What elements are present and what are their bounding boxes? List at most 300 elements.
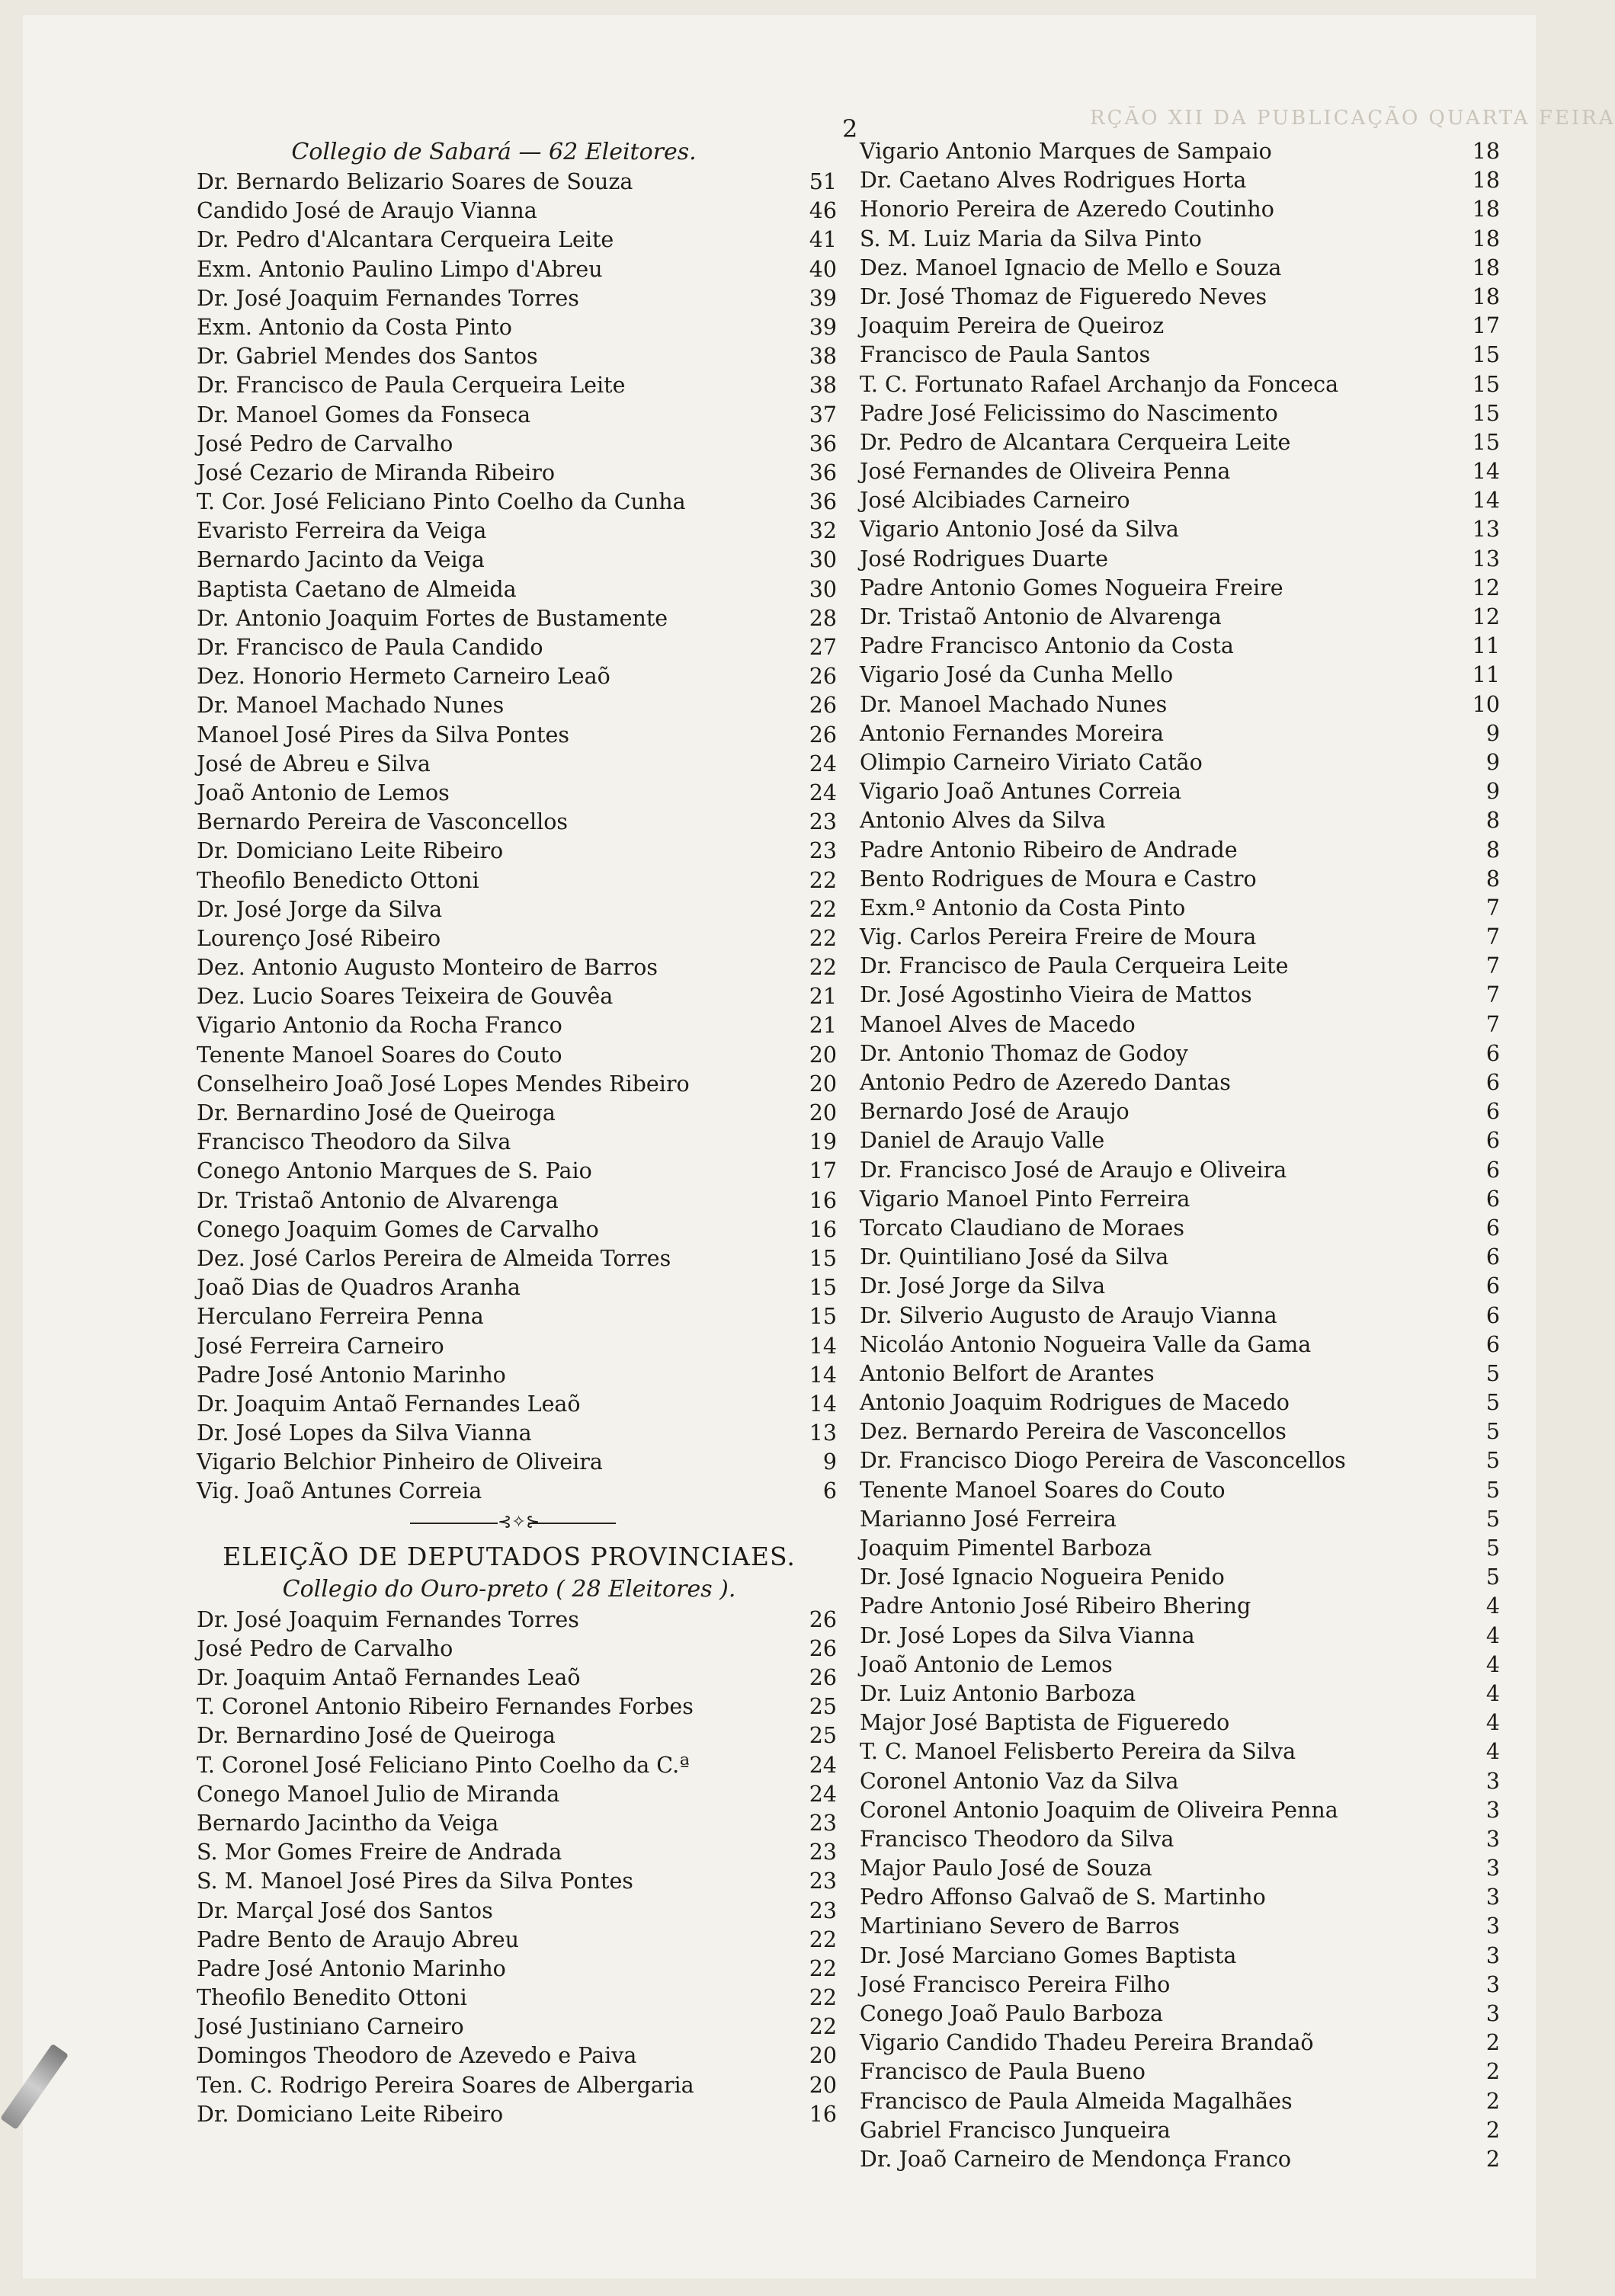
vote-row [860, 1126, 1500, 1155]
vote-count: 6 [1485, 1215, 1500, 1241]
candidate-name: Dr. Manoel Machado Nunes [860, 691, 1168, 717]
candidate-name: Theofilo Benedito Ottoni [197, 1985, 467, 2011]
vote-count: 23 [809, 838, 837, 864]
vote-row [860, 1214, 1500, 1243]
vote-row [860, 1912, 1500, 1941]
vote-row [197, 1721, 837, 1750]
candidate-name: Dr. Gabriel Mendes dos Santos [197, 344, 538, 370]
candidate-name: Vigario Manoel Pinto Ferreira [860, 1186, 1190, 1212]
candidate-name: Vig. Carlos Pereira Freire de Moura [860, 924, 1257, 950]
vote-count: 7 [1485, 895, 1500, 921]
vote-row [197, 459, 837, 488]
candidate-name: Joaõ Antonio de Lemos [860, 1651, 1113, 1677]
vote-row [860, 399, 1500, 428]
vote-count: 36 [809, 460, 837, 485]
vote-row [197, 1041, 837, 1070]
vote-row [860, 1883, 1500, 1912]
candidate-name: T. C. Fortunato Rafael Archanjo da Fonceca [860, 371, 1339, 397]
vote-count: 6 [1485, 1099, 1500, 1125]
vote-row [860, 137, 1500, 166]
candidate-name: T. Coronel Antonio Ribeiro Fernandes Forbes [197, 1694, 694, 1720]
candidate-name: Dez. Manoel Ignacio de Mello e Souza [860, 255, 1282, 280]
candidate-name: Dr. Marçal José dos Santos [197, 1897, 493, 1923]
vote-row [197, 2013, 837, 2041]
vote-count: 2 [1485, 2059, 1500, 2085]
vote-count: 15 [1472, 342, 1500, 368]
vote-row [197, 1302, 837, 1331]
candidate-name: Tenente Manoel Soares do Couto [197, 1042, 562, 1068]
vote-count: 46 [809, 198, 837, 224]
candidate-name: Dr. Domiciano Leite Ribeiro [197, 838, 504, 864]
vote-row [197, 1635, 837, 1664]
vote-count: 15 [809, 1304, 837, 1330]
vote-count: 15 [809, 1245, 837, 1271]
candidate-name: Padre Antonio José Ribeiro Bhering [860, 1593, 1251, 1619]
bleed-through-text: RÇÃO XII DA PUBLICAÇÃO QUARTA FEIRA [1090, 107, 1615, 130]
vote-row [197, 721, 837, 750]
vote-row [197, 924, 837, 953]
candidate-name: Herculano Ferreira Penna [197, 1304, 484, 1330]
candidate-name: Vigario Antonio Marques de Sampaio [860, 139, 1272, 164]
candidate-name: Francisco Theodoro da Silva [197, 1129, 511, 1155]
vote-row [860, 836, 1500, 865]
vote-count: 21 [809, 984, 837, 1010]
vote-row [197, 1070, 837, 1099]
candidate-name: Honorio Pereira de Azeredo Coutinho [860, 197, 1274, 223]
candidate-name: Conselheiro Joaõ José Lopes Mendes Ribeiro [197, 1071, 690, 1097]
candidate-name: Dr. Pedro de Alcantara Cerqueira Leite [860, 429, 1291, 455]
candidate-name: Antonio Belfort de Arantes [860, 1360, 1155, 1386]
sabara-college-header: Collegio de Sabará — 62 Eleitores. [291, 139, 697, 165]
vote-count: 18 [1472, 283, 1500, 309]
vote-row [197, 2100, 837, 2129]
vote-row [197, 1984, 837, 2013]
vote-count: 15 [1472, 429, 1500, 455]
candidate-name: Conego Joaõ Paulo Barboza [860, 2001, 1163, 2026]
vote-count: 15 [809, 1275, 837, 1301]
vote-count: 4 [1485, 1651, 1500, 1677]
vote-row [197, 2041, 837, 2070]
candidate-name: Ten. C. Rodrigo Pereira Soares de Albergaria [197, 2072, 694, 2098]
candidate-name: Bento Rodrigues de Moura e Castro [860, 866, 1257, 892]
vote-row [860, 515, 1500, 544]
candidate-name: Francisco de Paula Bueno [860, 2059, 1146, 2085]
vote-row [860, 748, 1500, 777]
candidate-name: T. Cor. José Feliciano Pinto Coelho da Cunha [197, 489, 686, 515]
vote-row [860, 2029, 1500, 2057]
candidate-name: T. Coronel José Feliciano Pinto Coelho da C.ª [197, 1752, 690, 1778]
vote-count: 23 [809, 1897, 837, 1923]
vote-count: 7 [1485, 924, 1500, 950]
vote-count: 3 [1485, 2001, 1500, 2026]
vote-row [197, 1955, 837, 1984]
vote-row [860, 1534, 1500, 1563]
vote-count: 5 [1485, 1477, 1500, 1503]
vote-count: 39 [809, 285, 837, 311]
vote-row [860, 952, 1500, 981]
candidate-name: Vigario José da Cunha Mello [860, 662, 1174, 688]
vote-count: 5 [1485, 1564, 1500, 1590]
vote-row [860, 2087, 1500, 2116]
vote-row [197, 982, 837, 1011]
vote-count: 22 [809, 955, 837, 981]
candidate-name: Dr. José Marciano Gomes Baptista [860, 1942, 1237, 1968]
vote-count: 10 [1472, 691, 1500, 717]
vote-row [197, 633, 837, 662]
vote-row [197, 1606, 837, 1635]
vote-count: 7 [1485, 982, 1500, 1008]
vote-row [860, 166, 1500, 195]
vote-row [860, 1272, 1500, 1301]
vote-row [860, 225, 1500, 254]
candidate-name: Dr. Silverio Augusto de Araujo Vianna [860, 1302, 1277, 1328]
vote-row [860, 690, 1500, 719]
vote-count: 4 [1485, 1622, 1500, 1648]
vote-row [197, 1926, 837, 1955]
candidate-name: Martiniano Severo de Barros [860, 1913, 1180, 1939]
vote-count: 8 [1485, 866, 1500, 892]
vote-count: 16 [809, 2101, 837, 2127]
candidate-name: Dez. Honorio Hermeto Carneiro Leaõ [197, 664, 610, 690]
candidate-name: Dr. Pedro d'Alcantara Cerqueira Leite [197, 227, 614, 253]
vote-count: 25 [809, 1723, 837, 1749]
vote-count: 11 [1472, 633, 1500, 659]
vote-count: 6 [1485, 1070, 1500, 1095]
vote-row [197, 1390, 837, 1419]
vote-count: 22 [809, 925, 837, 951]
candidate-name: Joaquim Pimentel Barboza [860, 1535, 1152, 1561]
vote-row [860, 865, 1500, 894]
vote-count: 22 [809, 896, 837, 922]
vote-count: 2 [1485, 2030, 1500, 2056]
vote-count: 18 [1472, 255, 1500, 280]
candidate-name: José Rodrigues Duarte [860, 546, 1109, 572]
left-column [197, 137, 837, 2129]
vote-count: 15 [1472, 400, 1500, 426]
vote-row [197, 1751, 837, 1780]
vote-count: 3 [1485, 1885, 1500, 1910]
vote-row [860, 1185, 1500, 1214]
candidate-name: Joaquim Pereira de Queiroz [860, 313, 1165, 339]
vote-row [197, 2071, 837, 2100]
vote-row [197, 342, 837, 371]
candidate-name: Antonio Pedro de Azeredo Dantas [860, 1070, 1231, 1095]
vote-row [197, 1692, 837, 1721]
vote-row [197, 1664, 837, 1692]
vote-row [860, 1708, 1500, 1737]
vote-count: 24 [809, 780, 837, 805]
vote-count: 5 [1485, 1360, 1500, 1386]
vote-count: 23 [809, 1840, 837, 1865]
candidate-name: Nicoláo Antonio Nogueira Valle da Gama [860, 1331, 1312, 1357]
vote-row [197, 1157, 837, 1186]
vote-row [860, 486, 1500, 515]
candidate-name: Lourenço José Ribeiro [197, 925, 441, 951]
candidate-name: Dez. Bernardo Pereira de Vasconcellos [860, 1419, 1287, 1445]
vote-count: 24 [809, 1781, 837, 1807]
vote-count: 18 [1472, 226, 1500, 251]
vote-count: 9 [1485, 779, 1500, 805]
vote-count: 16 [809, 1187, 837, 1213]
vote-count: 4 [1485, 1739, 1500, 1765]
vote-row [860, 2145, 1500, 2174]
vote-count: 22 [809, 1955, 837, 1981]
candidate-name: Conego Joaquim Gomes de Carvalho [197, 1216, 599, 1242]
vote-row [860, 1039, 1500, 1068]
vote-row [860, 632, 1500, 661]
vote-row [860, 1302, 1500, 1331]
candidate-name: Major José Baptista de Figueredo [860, 1710, 1230, 1736]
candidate-name: Dr. Bernardino José de Queiroga [197, 1100, 556, 1126]
vote-row [860, 1737, 1500, 1766]
section-separator [197, 1507, 837, 1540]
candidate-name: Candido José de Araujo Vianna [197, 198, 537, 224]
vote-count: 23 [809, 809, 837, 835]
candidate-name: Exm.º Antonio da Costa Pinto [860, 895, 1186, 921]
vote-count: 4 [1485, 1680, 1500, 1706]
candidate-name: Padre Francisco Antonio da Costa [860, 633, 1234, 659]
vote-count: 6 [1485, 1273, 1500, 1299]
vote-count: 30 [809, 576, 837, 602]
candidate-name: Dr. Domiciano Leite Ribeiro [197, 2101, 504, 2127]
vote-row [197, 1809, 837, 1838]
vote-count: 26 [809, 1665, 837, 1690]
vote-row [860, 923, 1500, 952]
vote-count: 11 [1472, 662, 1500, 688]
candidate-name: Olimpio Carneiro Viriato Catão [860, 749, 1203, 775]
vote-count: 14 [809, 1362, 837, 1388]
vote-row [860, 1156, 1500, 1185]
vote-row [860, 894, 1500, 923]
vote-count: 12 [1472, 604, 1500, 629]
vote-count: 20 [809, 2072, 837, 2098]
vote-count: 22 [809, 1926, 837, 1952]
vote-count: 8 [1485, 837, 1500, 863]
candidate-name: Vigario Candido Thadeu Pereira Brandaõ [860, 2030, 1314, 2056]
vote-row [860, 719, 1500, 748]
candidate-name: Dr. Caetano Alves Rodrigues Horta [860, 168, 1247, 194]
vote-count: 20 [809, 1071, 837, 1097]
continued-vote-list [860, 137, 1500, 2174]
vote-count: 40 [809, 256, 837, 282]
ouro-preto-vote-list [197, 1606, 837, 2129]
candidate-name: Dez. Lucio Soares Teixeira de Gouvêa [197, 984, 614, 1010]
vote-count: 28 [809, 605, 837, 631]
vote-row [197, 371, 837, 400]
candidate-name: José de Abreu e Silva [197, 751, 431, 777]
vote-count: 26 [809, 1606, 837, 1632]
vote-count: 26 [809, 664, 837, 690]
vote-count: 4 [1485, 1710, 1500, 1736]
candidate-name: Antonio Fernandes Moreira [860, 720, 1164, 746]
vote-row [197, 1099, 837, 1128]
vote-row [197, 1780, 837, 1809]
candidate-name: Dr. José Joaquim Fernandes Torres [197, 285, 579, 311]
vote-row [860, 1825, 1500, 1854]
vote-row [197, 691, 837, 720]
vote-count: 3 [1485, 1942, 1500, 1968]
vote-count: 9 [1485, 720, 1500, 746]
vote-row [197, 1186, 837, 1215]
vote-row [197, 430, 837, 459]
candidate-name: Dr. José Jorge da Silva [197, 896, 443, 922]
candidate-name: Exm. Antonio da Costa Pinto [197, 314, 512, 340]
candidate-name: Dr. Tristaõ Antonio de Alvarenga [197, 1187, 559, 1213]
vote-row [197, 1419, 837, 1448]
candidate-name: Dr. José Lopes da Silva Vianna [197, 1420, 532, 1446]
vote-count: 27 [809, 635, 837, 660]
candidate-name: Dr. Bernardo Belizario Soares de Souza [197, 169, 633, 194]
vote-count: 38 [809, 373, 837, 399]
candidate-name: Dr. Joaõ Carneiro de Mendonça Franco [860, 2146, 1292, 2172]
candidate-name: Bernardo Jacinto da Veiga [197, 547, 485, 573]
vote-count: 22 [809, 1985, 837, 2011]
vote-count: 5 [1485, 1506, 1500, 1532]
candidate-name: Coronel Antonio Joaquim de Oliveira Penna [860, 1797, 1338, 1823]
vote-row [197, 1361, 837, 1390]
candidate-name: Dr. Antonio Joaquim Fortes de Bustamente [197, 605, 668, 631]
vote-row [860, 806, 1500, 835]
vote-row [197, 1273, 837, 1302]
candidate-name: Dez. Antonio Augusto Monteiro de Barros [197, 955, 658, 981]
vote-row [860, 1417, 1500, 1446]
candidate-name: Gabriel Francisco Junqueira [860, 2117, 1171, 2143]
vote-row [860, 1622, 1500, 1651]
candidate-name: Dr. José Lopes da Silva Vianna [860, 1622, 1195, 1648]
vote-row [197, 401, 837, 430]
vote-count: 4 [1485, 1593, 1500, 1619]
candidate-name: Dr. Bernardino José de Queiroga [197, 1723, 556, 1749]
vote-count: 18 [1472, 139, 1500, 164]
candidate-name: Dez. José Carlos Pereira de Almeida Torres [197, 1245, 671, 1271]
candidate-name: Dr. Antonio Thomaz de Godoy [860, 1040, 1188, 1066]
candidate-name: Torcato Claudiano de Moraes [860, 1215, 1185, 1241]
candidate-name: Coronel Antonio Vaz da Silva [860, 1768, 1179, 1794]
candidate-name: José Fernandes de Oliveira Penna [860, 459, 1231, 485]
candidate-name: José Ferreira Carneiro [197, 1333, 444, 1359]
vote-row [197, 1215, 837, 1244]
vote-row [197, 604, 837, 633]
vote-count: 51 [809, 169, 837, 194]
vote-row [860, 254, 1500, 283]
vote-count: 18 [1472, 197, 1500, 223]
candidate-name: Exm. Antonio Paulino Limpo d'Abreu [197, 256, 603, 282]
vote-row [197, 546, 837, 575]
candidate-name: Dr. Francisco Diogo Pereira de Vasconcellos [860, 1448, 1346, 1474]
vote-count: 6 [1485, 1302, 1500, 1328]
vote-count: 13 [1472, 517, 1500, 543]
vote-row [860, 603, 1500, 632]
vote-count: 23 [809, 1810, 837, 1836]
vote-count: 3 [1485, 1913, 1500, 1939]
candidate-name: José Alcibiades Carneiro [860, 488, 1130, 514]
sabara-vote-list [197, 168, 837, 1507]
candidate-name: Padre José Antonio Marinho [197, 1362, 506, 1388]
vote-row [197, 255, 837, 284]
candidate-name: Vigario Joaõ Antunes Correia [860, 779, 1182, 805]
candidate-name: Evaristo Ferreira da Veiga [197, 518, 487, 544]
vote-count: 25 [809, 1694, 837, 1720]
candidate-name: Dr. Manoel Gomes da Fonseca [197, 402, 531, 427]
candidate-name: José Justiniano Carneiro [197, 2014, 464, 2040]
candidate-name: Marianno José Ferreira [860, 1506, 1117, 1532]
candidate-name: Padre Antonio Ribeiro de Andrade [860, 837, 1238, 863]
candidate-name: Dr. José Agostinho Vieira de Mattos [860, 982, 1252, 1008]
vote-count: 14 [809, 1391, 837, 1417]
candidate-name: Antonio Alves da Silva [860, 808, 1106, 834]
vote-row [860, 1331, 1500, 1359]
vote-row [860, 370, 1500, 399]
vote-count: 26 [809, 693, 837, 719]
vote-row [197, 1332, 837, 1361]
vote-row [860, 777, 1500, 806]
vote-row [860, 428, 1500, 457]
vote-row [860, 1243, 1500, 1272]
vote-count: 12 [1472, 575, 1500, 600]
vote-count: 13 [1472, 546, 1500, 572]
vote-count: 14 [1472, 488, 1500, 514]
candidate-name: Antonio Joaquim Rodrigues de Macedo [860, 1390, 1290, 1416]
vote-count: 5 [1485, 1448, 1500, 1474]
vote-count: 16 [809, 1216, 837, 1242]
candidate-name: Vigario Antonio José da Silva [860, 517, 1179, 543]
candidate-name: Dr. Francisco José de Araujo e Oliveira [860, 1157, 1287, 1183]
vote-row [860, 574, 1500, 603]
candidate-name: Conego Manoel Julio de Miranda [197, 1781, 560, 1807]
vote-row [197, 837, 837, 866]
candidate-name: Dr. José Jorge da Silva [860, 1273, 1106, 1299]
vote-count: 20 [809, 2043, 837, 2069]
candidate-name: Dr. José Ignacio Nogueira Penido [860, 1564, 1225, 1590]
candidate-name: Joaõ Dias de Quadros Aranha [197, 1275, 521, 1301]
candidate-name: Dr. Tristaõ Antonio de Alvarenga [860, 604, 1222, 629]
candidate-name: Francisco de Paula Almeida Magalhães [860, 2088, 1293, 2114]
candidate-name: Francisco Theodoro da Silva [860, 1826, 1174, 1852]
provincial-election-title: ELEIÇÃO DE DEPUTADOS PROVINCIAES. [223, 1541, 796, 1571]
vote-count: 6 [1485, 1157, 1500, 1183]
vote-row [860, 1942, 1500, 1971]
candidate-name: José Pedro de Carvalho [197, 431, 453, 456]
vote-row [860, 1505, 1500, 1534]
vote-row [197, 1128, 837, 1157]
vote-count: 6 [1485, 1331, 1500, 1357]
vote-row [197, 1448, 837, 1477]
vote-row [197, 226, 837, 255]
vote-count: 2 [1485, 2088, 1500, 2114]
ouro-preto-college-header: Collegio do Ouro-preto ( 28 Eleitores ). [282, 1575, 736, 1603]
candidate-name: Major Paulo José de Souza [860, 1856, 1152, 1881]
page-number: 2 [842, 114, 858, 143]
vote-row [860, 545, 1500, 574]
candidate-name: Manoel José Pires da Silva Pontes [197, 722, 570, 748]
candidate-name: S. M. Luiz Maria da Silva Pinto [860, 226, 1202, 251]
vote-count: 7 [1485, 953, 1500, 979]
vote-count: 38 [809, 344, 837, 370]
vote-row [860, 1359, 1500, 1388]
vote-row [860, 1563, 1500, 1592]
vote-count: 36 [809, 489, 837, 515]
vote-row [197, 575, 837, 604]
vote-row [860, 1971, 1500, 2000]
vote-row [197, 1244, 837, 1273]
vote-count: 22 [809, 867, 837, 893]
vote-row [860, 2057, 1500, 2086]
vote-row [860, 1388, 1500, 1417]
candidate-name: Dr. Luiz Antonio Barboza [860, 1680, 1136, 1706]
vote-count: 24 [809, 1752, 837, 1778]
vote-count: 26 [809, 1635, 837, 1661]
vote-count: 36 [809, 431, 837, 456]
